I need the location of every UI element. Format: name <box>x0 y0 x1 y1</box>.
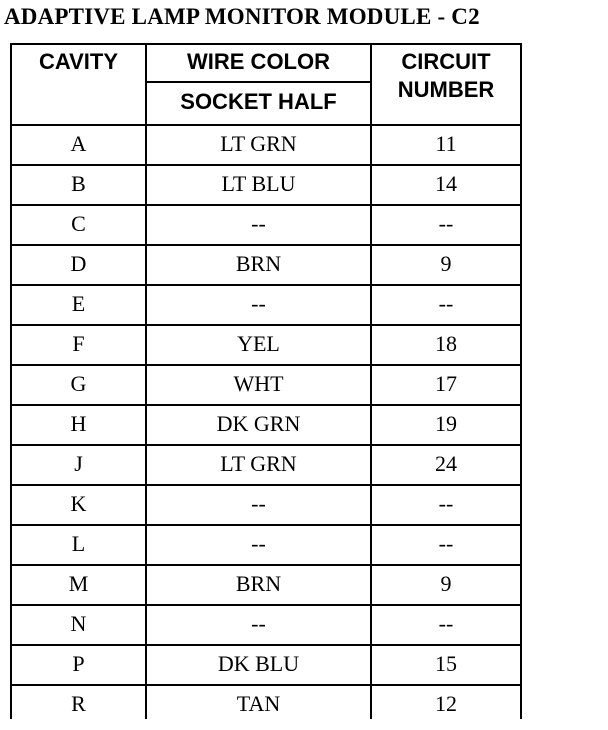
cell-circuit: -- <box>438 491 454 516</box>
cell-circuit: -- <box>438 611 454 636</box>
cell-circuit: -- <box>438 531 454 556</box>
cell-circuit: 17 <box>435 371 457 396</box>
cell-cavity: H <box>70 411 87 436</box>
cell-cavity: D <box>70 251 87 276</box>
cell-circuit: 15 <box>435 651 457 676</box>
header-number: NUMBER <box>397 77 495 102</box>
cell-wire-color: DK GRN <box>216 411 301 436</box>
cell-wire-color: LT GRN <box>220 131 297 156</box>
cell-circuit: 9 <box>440 251 452 276</box>
cell-wire-color: -- <box>251 211 266 236</box>
cell-cavity: M <box>68 571 89 596</box>
cell-cavity: F <box>72 331 85 356</box>
cell-cavity: G <box>70 371 87 396</box>
cell-cavity: N <box>70 611 87 636</box>
cell-wire-color: YEL <box>237 331 280 356</box>
cell-circuit: 18 <box>435 331 457 356</box>
cell-wire-color: BRN <box>235 251 282 276</box>
cell-wire-color: LT BLU <box>221 171 296 196</box>
header-cavity: CAVITY <box>38 49 119 74</box>
cell-wire-color: LT GRN <box>220 451 297 476</box>
table-title: ADAPTIVE LAMP MONITOR MODULE - C2 <box>4 4 480 29</box>
cell-cavity: E <box>71 291 86 316</box>
cell-wire-color: -- <box>251 291 266 316</box>
cell-circuit: 24 <box>435 451 457 476</box>
cell-wire-color: -- <box>251 611 266 636</box>
header-subdivider <box>147 81 370 83</box>
cell-circuit: 12 <box>435 691 457 716</box>
cell-cavity: A <box>70 131 87 156</box>
cell-cavity: R <box>71 691 86 716</box>
header-wire-color: WIRE COLOR <box>187 49 330 74</box>
cell-circuit: -- <box>438 291 454 316</box>
cell-cavity: L <box>71 531 86 556</box>
cell-wire-color: WHT <box>233 371 284 396</box>
cell-cavity: C <box>71 211 86 236</box>
cell-cavity: B <box>71 171 86 196</box>
cell-cavity: J <box>74 451 83 476</box>
header-circuit: CIRCUIT <box>401 49 491 74</box>
cell-wire-color: BRN <box>235 571 282 596</box>
cell-wire-color: -- <box>251 531 266 556</box>
header-socket-half: SOCKET HALF <box>180 89 337 114</box>
cell-wire-color: -- <box>251 491 266 516</box>
cell-circuit: 14 <box>435 171 457 196</box>
cell-circuit: -- <box>438 211 454 236</box>
cell-circuit: 19 <box>435 411 457 436</box>
cell-cavity: K <box>70 491 87 516</box>
cell-cavity: P <box>72 651 85 676</box>
cell-wire-color: TAN <box>236 691 281 716</box>
cell-circuit: 9 <box>440 571 452 596</box>
connector-table <box>10 43 522 719</box>
cell-wire-color: DK BLU <box>217 651 300 676</box>
cell-circuit: 11 <box>435 131 457 156</box>
